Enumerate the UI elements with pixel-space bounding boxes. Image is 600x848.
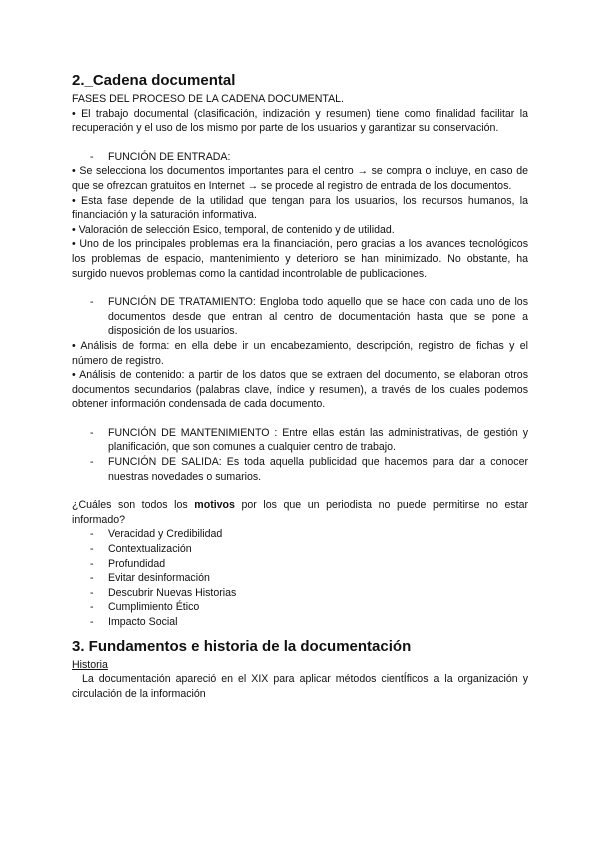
list-item: - Impacto Social xyxy=(90,616,178,628)
historia-subheading: Historia xyxy=(72,658,108,671)
list-item: - Contextualización xyxy=(90,543,192,556)
tratamiento-heading: - FUNCIÓN DE TRATAMIENTO: Engloba todo aquello que se hace con cada uno de los documentos desde que entran al centro de documentación hasta que se pone a disposición de los usuarios. xyxy=(90,296,528,338)
entrada-bullet: • Valoración de selección Esico, temporal, de contenido y de utilidad. xyxy=(72,223,395,236)
entrada-heading: - FUNCIÓN DE ENTRADA: xyxy=(90,150,231,163)
intro-paragraph: • El trabajo documental (clasificación, indización y resumen) tiene como finalidad facilitar la recuperación y el uso de los mismo por parte de los usuarios y garantizar su conservación. xyxy=(72,107,528,135)
list-item: - Cumplimiento Ético xyxy=(90,601,200,614)
historia-paragraph: La documentación apareció en el XIX para aplicar métodos cientÍficos a la organización y circulación de la información xyxy=(72,673,531,700)
list-item: - Evitar desinformación xyxy=(90,572,210,585)
entrada-bullet: • Se selecciona los documentos importantes para el centro → se compra o incluye, en caso de que se ofrezcan gratuitos en Internet → se procede al registro de entrada de los documentos. xyxy=(72,165,528,192)
mantenimiento-item: - FUNCIÓN DE MANTENIMIENTO : Entre ellas están las administrativas, de gestión y planificación, que son comunes a cualquier centro de trabajo. xyxy=(90,426,528,454)
list-item: - Profundidad xyxy=(90,557,166,570)
motives-list xyxy=(72,527,528,629)
section-2-subtitle: FASES DEL PROCESO DE LA CADENA DOCUMENTAL. xyxy=(72,93,344,105)
section-3-heading: 3. Fundamentos e historia de la documentación xyxy=(72,637,412,655)
list-item: - Descubrir Nuevas Historias xyxy=(90,586,237,599)
section-2-heading: 2._Cadena documental xyxy=(72,72,236,89)
tratamiento-bullet: • Análisis de contenido: a partir de los datos que se extraen del documento, se elaboran otros documentos secundarios (palabras clave, índice y resumen), a través de los cuales podemos obtener información condensada de cada documento. xyxy=(72,369,528,411)
salida-item: - FUNCIÓN DE SALIDA: Es toda aquella publicidad que hacemos para dar a conocer nuestras novedades o sumarios. xyxy=(90,456,528,483)
motives-question: ¿Cuáles son todos los motivos por los que un periodista no puede permitirse no estar informado? xyxy=(72,499,528,526)
tratamiento-bullet: • Análisis de forma: en ella debe ir un encabezamiento, descripción, registro de fichas y el número de registro. xyxy=(72,339,528,367)
entrada-bullet: • Esta fase depende de la utilidad que tengan para los usuarios, los recursos humanos, la financiación y la saturación informativa. xyxy=(72,194,528,222)
list-item: - Veracidad y Credibilidad xyxy=(90,528,223,541)
entrada-bullet: • Uno de los principales problemas era la financiación, pero gracias a los avances tecnológicos los problemas de espacio, mantenimiento y deterioro se han minimizado. No obstante, ha surgido nuevos problemas como la cantidad incontrolable de publicaciones. xyxy=(72,238,528,280)
